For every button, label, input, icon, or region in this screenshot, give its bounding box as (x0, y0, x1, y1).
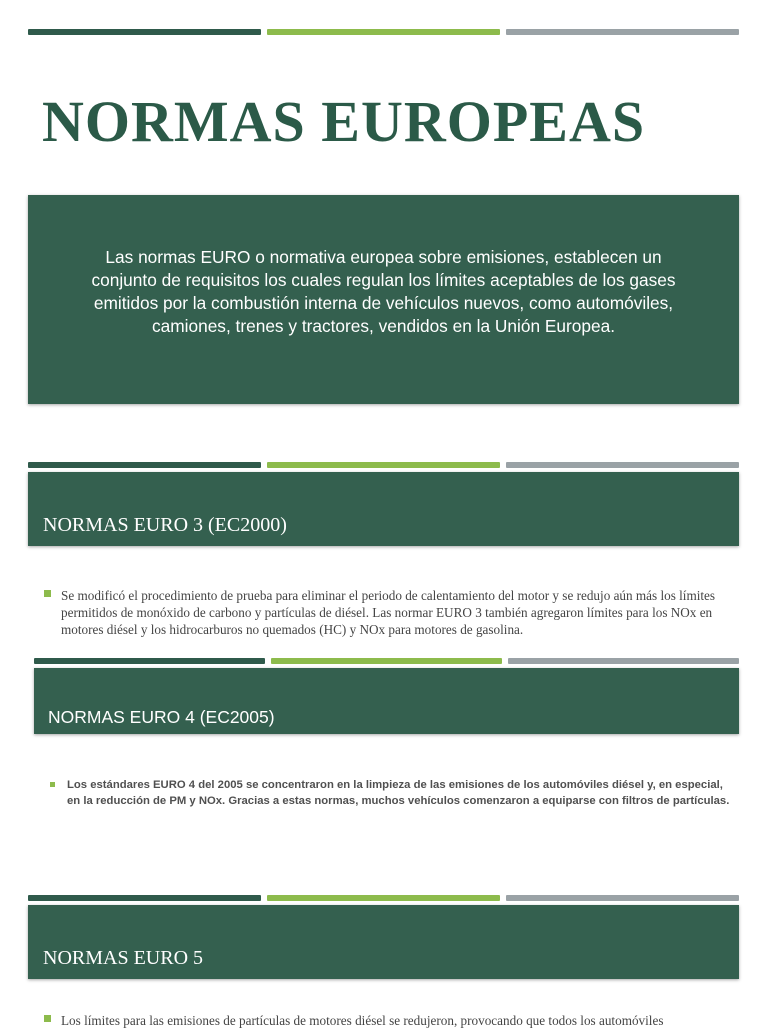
section3-header (28, 905, 739, 979)
section2-header (34, 668, 739, 734)
section1-stripe-green (267, 462, 500, 468)
section3-heading: NORMAS EURO 5 (43, 947, 204, 969)
top-stripe-green (267, 29, 500, 35)
section3-stripe-gray (506, 895, 739, 901)
section1-header (28, 472, 739, 546)
bullet-square-icon (44, 1015, 51, 1022)
section2-stripe-green (271, 658, 502, 664)
bullet-square-icon (50, 782, 55, 787)
section1-stripe-gray (506, 462, 739, 468)
section2-heading: NORMAS EURO 4 (EC2005) (48, 707, 275, 727)
section3-bullet (44, 1012, 738, 1029)
section3-bullet-text: Los límites para las emisiones de partículas de motores diésel se redujeron, provocando que todos los automóviles (61, 1013, 664, 1028)
bullet-square-icon (44, 590, 51, 597)
section2-stripe-gray (508, 658, 739, 664)
section1-bullet (44, 587, 738, 638)
top-stripe-dark (28, 29, 261, 35)
section2-bullet (50, 778, 738, 809)
page-title: NORMAS EUROPEAS (42, 89, 646, 154)
intro-box (28, 195, 739, 404)
section3-stripe-green (267, 895, 500, 901)
section2-bullet-text: Los estándares EURO 4 del 2005 se concentraron en la limpieza de las emisiones de los automóviles diésel y, en especial, en la reducción de PM y NOx. Gracias a estas normas, muchos vehículos comenzaron a equiparse con filtros de partículas. (67, 779, 730, 807)
section1-stripe-dark (28, 462, 261, 468)
section2-stripe-dark (34, 658, 265, 664)
section1-bullet-text: Se modificó el procedimiento de prueba para eliminar el periodo de calentamiento del motor y se redujo aún más los límites permitidos de monóxido de carbono y partículas de diésel. Las normar EURO 3 también agregaron límites para los NOx en motores diésel y los hidrocarburos no quemados (HC) y NOx para motores de gasolina. (61, 588, 716, 637)
section3-stripe-dark (28, 895, 261, 901)
section1-heading: NORMAS EURO 3 (EC2000) (43, 514, 287, 536)
intro-text: Las normas EURO o normativa europea sobre emisiones, establecen un conjunto de requisitos los cuales regulan los límites aceptables de los gases emitidos por la combustión interna de vehículos nuevos, como automóviles, camiones, trenes y tractores, vendidos en la Unión Europea. (91, 247, 676, 336)
top-stripe-gray (506, 29, 739, 35)
